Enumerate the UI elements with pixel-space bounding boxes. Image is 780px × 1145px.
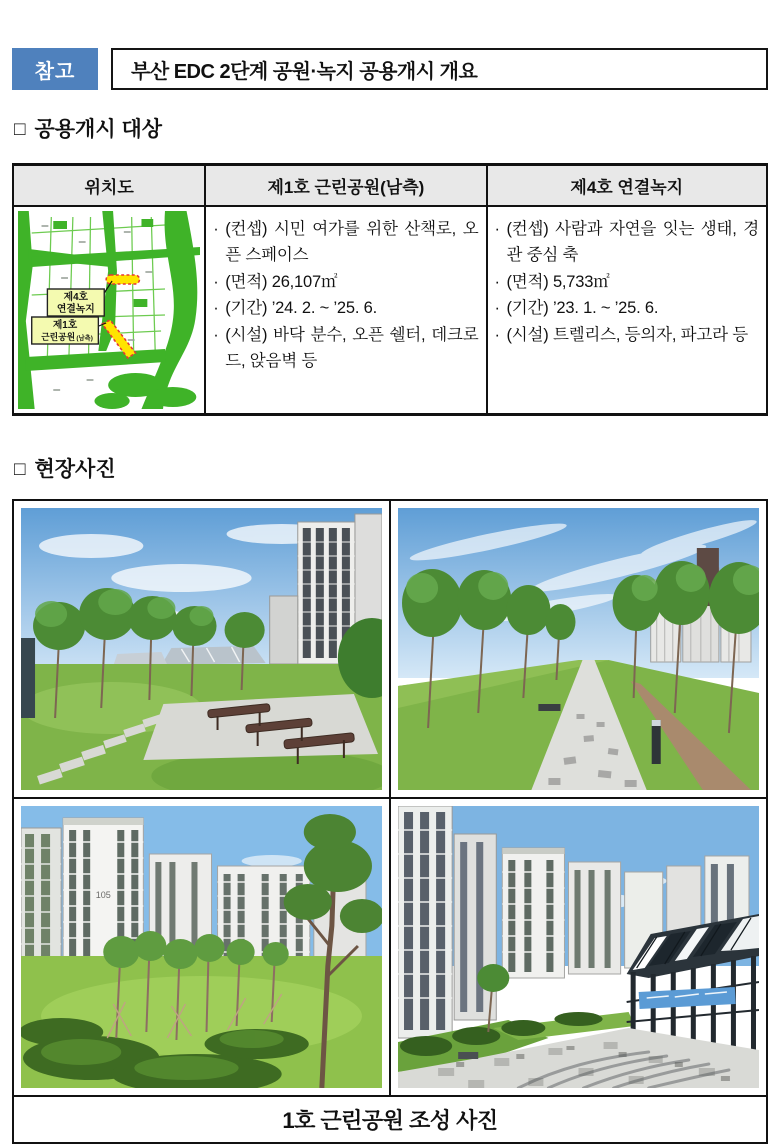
- map-label-green4: [47, 289, 104, 316]
- green4-info-cell: [487, 206, 768, 415]
- green4-concept: · (컨셉) 사람과 자연을 잇는 생태, 경관 중심 축: [494, 220, 759, 265]
- svg-text:연결녹지: 연결녹지: [56, 303, 95, 316]
- column-header-park1: 제1호 근린공원(남측): [205, 165, 486, 207]
- page-title: 부산 EDC 2단계 공원·녹지 공용개시 개요: [111, 48, 768, 90]
- park1-area: · (면적) 26,107㎡: [213, 272, 338, 291]
- park1-concept: · (컨셉) 시민 여가를 위한 산책로, 오픈 스페이스: [213, 220, 479, 265]
- svg-text:제1호: 제1호: [52, 319, 78, 332]
- map-label-park1: [32, 317, 99, 344]
- location-map-image: [18, 211, 200, 409]
- reference-badge: 참고: [12, 48, 98, 90]
- section-heading-photos-label: 현장사진: [34, 458, 116, 481]
- document-header: [12, 48, 768, 90]
- green4-period: · (기간) ’23. 1. ~ ’25. 6.: [494, 299, 659, 318]
- building-number-label: 105: [95, 890, 111, 900]
- overview-table: [12, 163, 768, 416]
- park1-period: · (기간) ’24. 2. ~ ’25. 6.: [213, 299, 378, 318]
- photo-board: [12, 499, 768, 1144]
- section-heading-photos: [14, 453, 768, 483]
- photo-cell: [13, 500, 390, 798]
- promenade-path-photo: [398, 508, 759, 790]
- column-header-location-map: 위치도: [13, 165, 205, 207]
- photo-cell: [390, 500, 767, 798]
- park1-info-cell: [205, 206, 486, 415]
- green4-area: · (면적) 5,733㎡: [494, 272, 610, 291]
- svg-text:제4호: 제4호: [63, 291, 88, 304]
- section-heading-targets-label: 공용개시 대상: [34, 118, 163, 141]
- park1-facilities: · (시설) 바닥 분수, 오픈 쉘터, 데크로드, 앉음벽 등: [213, 325, 479, 370]
- plaza-pergola-photo: [398, 806, 759, 1088]
- column-header-green4: 제4호 연결녹지: [487, 165, 768, 207]
- photo-cell: [13, 798, 390, 1096]
- overview-table-body-row: [13, 206, 767, 415]
- location-map-cell: [13, 206, 205, 415]
- photo-caption: 1호 근린공원 조성 사진: [282, 1108, 498, 1133]
- svg-text:(남측): (남측): [76, 334, 93, 343]
- square-bullet-icon: □: [14, 458, 26, 480]
- green4-facilities: · (시설) 트렐리스, 등의자, 파고라 등: [494, 325, 749, 344]
- park-loungers-photo: [21, 508, 382, 790]
- square-bullet-icon: □: [14, 118, 26, 140]
- section-heading-targets: [14, 113, 768, 143]
- apartment-lawn-photo: [21, 806, 382, 1088]
- overview-table-header-row: [13, 165, 767, 207]
- photo-caption-cell: [13, 1096, 767, 1143]
- svg-text:근린공원: 근린공원: [41, 331, 76, 343]
- photo-cell: [390, 798, 767, 1096]
